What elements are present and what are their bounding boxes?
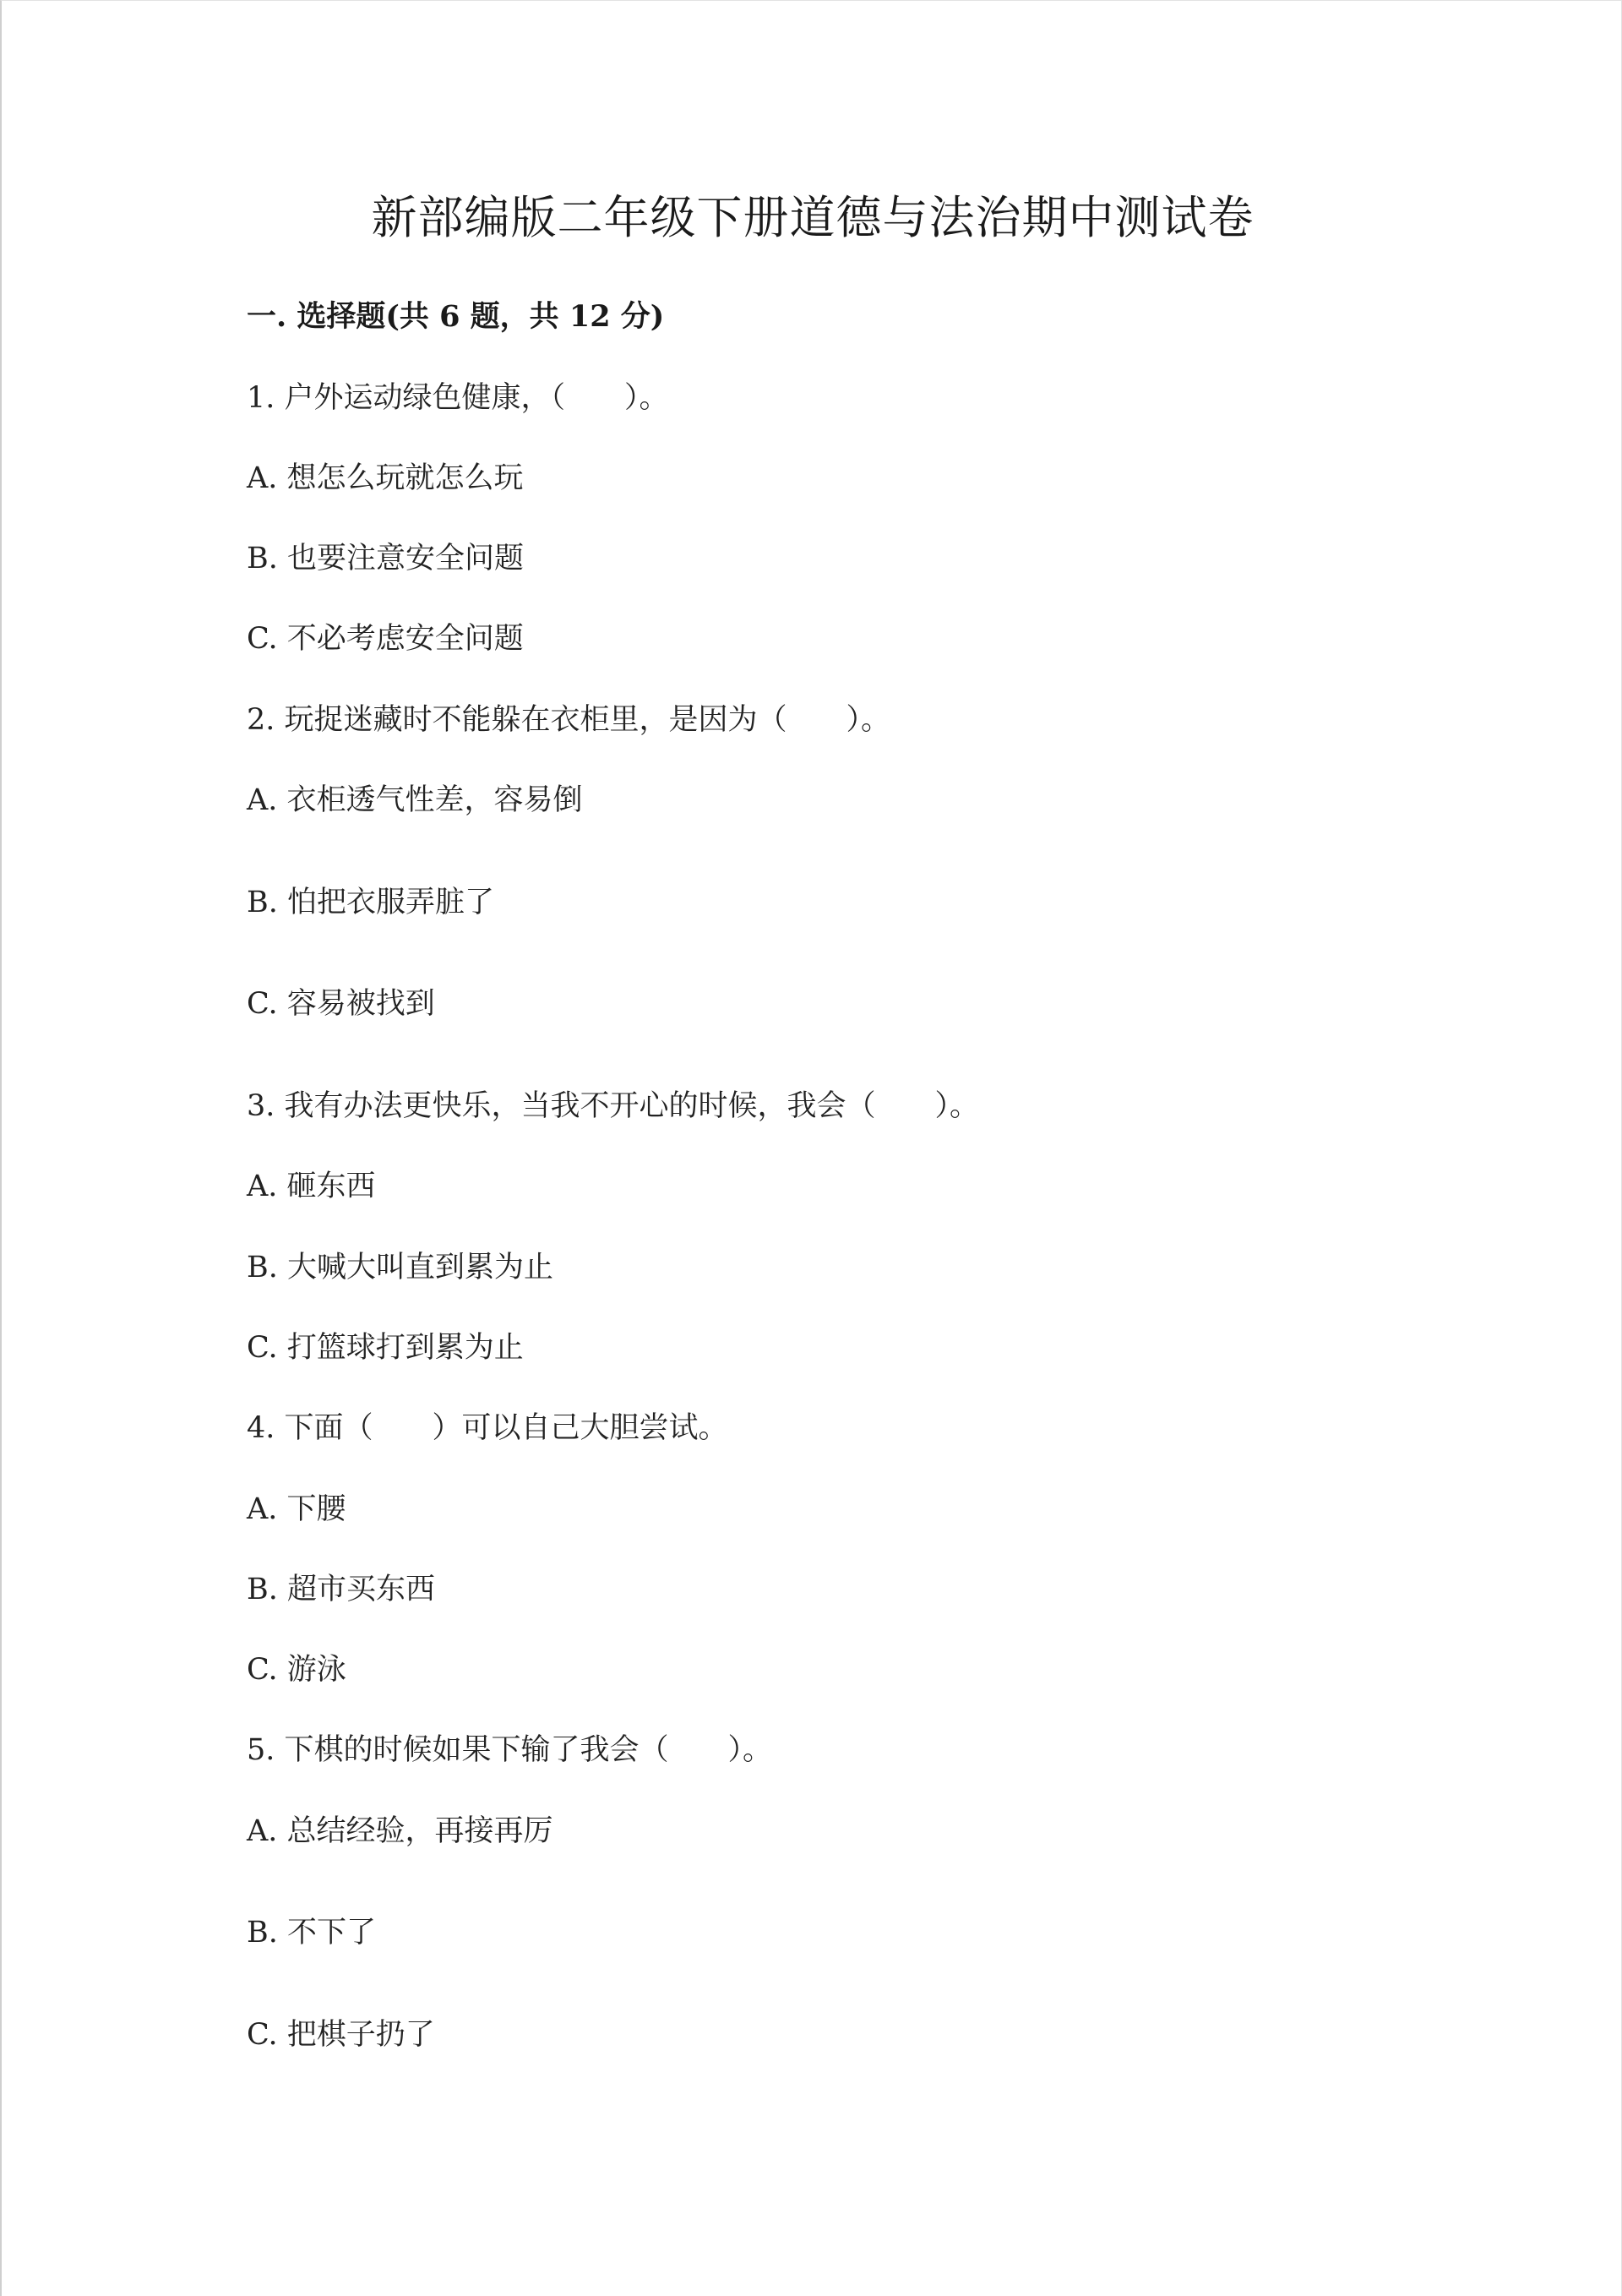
question-3-option-a: A. 砸东西 — [247, 1170, 376, 1203]
question-1-option-c: C. 不必考虑安全问题 — [247, 622, 524, 656]
question-4-option-c: C. 游泳 — [247, 1653, 346, 1687]
question-2-option-b: B. 怕把衣服弄脏了 — [247, 886, 494, 919]
question-1-option-b: B. 也要注意安全问题 — [247, 542, 524, 575]
question-4-option-a: A. 下腰 — [247, 1492, 346, 1526]
question-3-option-c: C. 打篮球打到累为止 — [247, 1331, 524, 1365]
question-2-option-a: A. 衣柜透气性差，容易倒 — [247, 783, 583, 817]
question-stem-4: 4. 下面（ ）可以自己大胆尝试。 — [247, 1411, 728, 1445]
document-title: 新部编版二年级下册道德与法治期中测试卷 — [371, 191, 1255, 244]
question-2-option-c: C. 容易被找到 — [247, 987, 435, 1021]
section-header: 一. 选择题(共 6 题，共 12 分) — [247, 299, 665, 334]
question-1-option-a: A. 想怎么玩就怎么玩 — [247, 461, 524, 495]
question-stem-1: 1. 户外运动绿色健康，（ ）。 — [247, 381, 669, 415]
question-5-option-b: B. 不下了 — [247, 1916, 376, 1950]
question-3-option-b: B. 大喊大叫直到累为止 — [247, 1251, 553, 1284]
question-stem-2: 2. 玩捉迷藏时不能躲在衣柜里，是因为（ ）。 — [247, 703, 891, 737]
question-5-option-a: A. 总结经验，再接再厉 — [247, 1814, 553, 1848]
question-stem-3: 3. 我有办法更快乐，当我不开心的时候，我会（ ）。 — [247, 1089, 980, 1123]
question-5-option-c: C. 把棋子扔了 — [247, 2018, 435, 2052]
question-4-option-b: B. 超市买东西 — [247, 1573, 435, 1606]
question-stem-5: 5. 下棋的时候如果下输了我会（ ）。 — [247, 1733, 773, 1767]
